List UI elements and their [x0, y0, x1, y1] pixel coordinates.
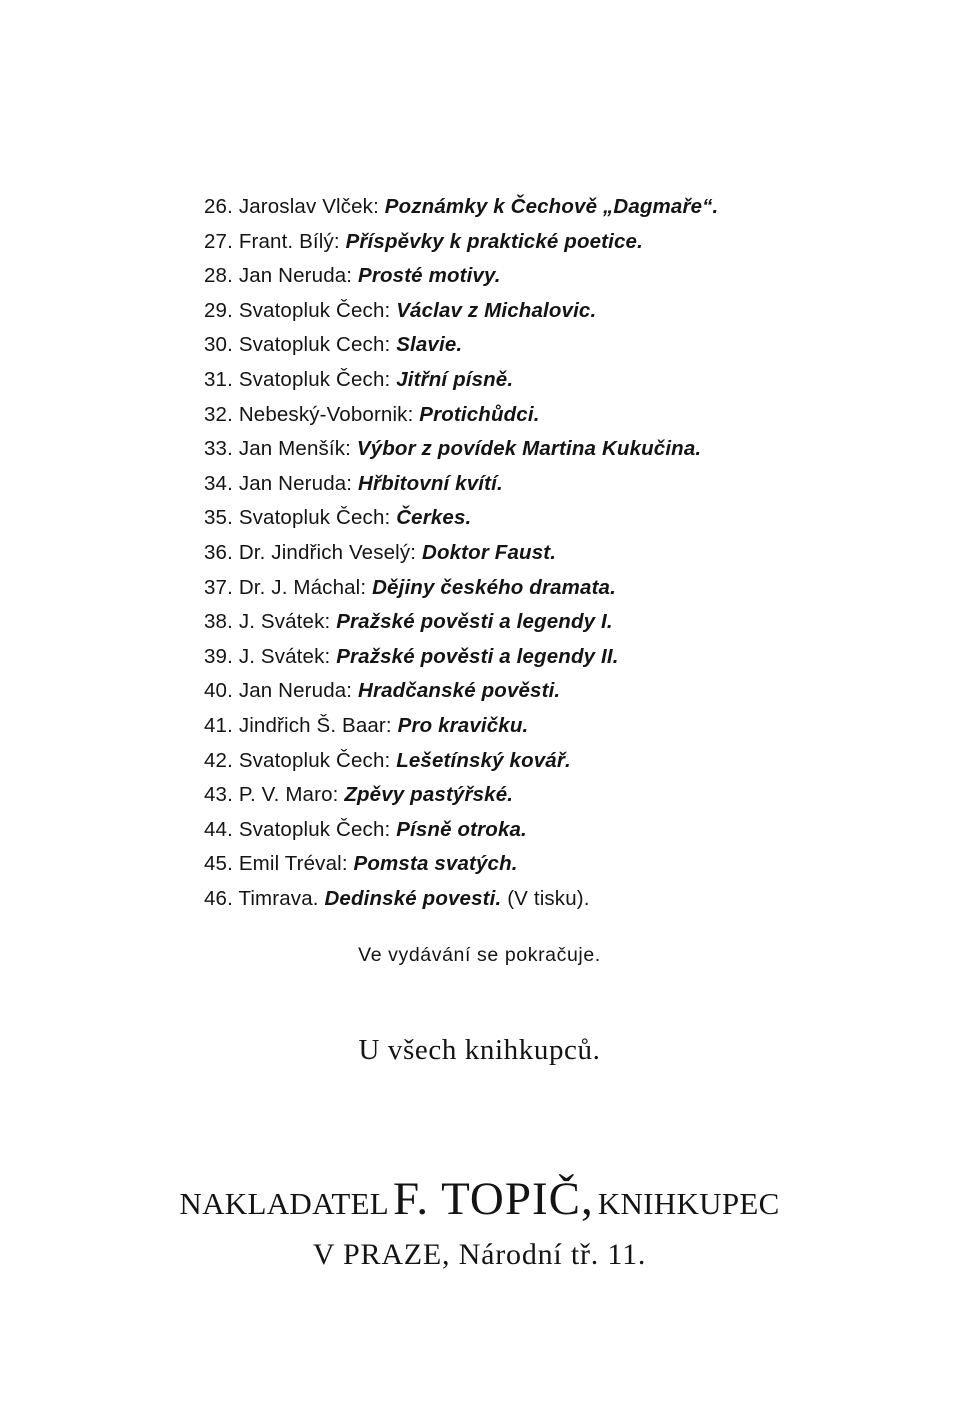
- book-number: 41.: [204, 713, 233, 737]
- book-list-item: [204, 744, 718, 779]
- book-author: Svatopluk Čech:: [238, 817, 391, 841]
- book-number: 34.: [204, 471, 233, 495]
- book-author: Jan Menšík:: [238, 437, 351, 461]
- book-title: Čerkes.: [396, 506, 472, 530]
- book-author: P. V. Maro:: [238, 783, 339, 807]
- book-author: Svatopluk Cech:: [238, 333, 391, 357]
- book-title: Pražské pověsti a legendy II.: [336, 644, 619, 668]
- book-number: 36.: [204, 540, 233, 564]
- book-title: Pražské pověsti a legendy I.: [336, 610, 613, 634]
- book-author: Svatopluk Čech:: [238, 298, 391, 322]
- book-title: Výbor z povídek Martina Kukučina.: [356, 437, 702, 461]
- book-title: Poznámky k Čechově „Dagmaře“.: [384, 195, 719, 218]
- book-number: 28.: [204, 264, 233, 288]
- book-author: Dr. Jindřich Veselý:: [238, 540, 417, 564]
- book-number: 29.: [204, 298, 233, 322]
- book-list-item: [204, 501, 718, 536]
- publisher-suffix: KNIHKUPEC: [597, 1186, 780, 1221]
- book-list-item: [204, 847, 718, 882]
- book-title: Hradčanské pověsti.: [358, 679, 561, 703]
- book-title: Pro kravičku.: [397, 713, 529, 737]
- book-title: Pomsta svatých.: [353, 852, 518, 876]
- book-list-item: [204, 259, 718, 294]
- book-list-item: [204, 190, 718, 225]
- book-list-item: [204, 778, 718, 813]
- book-list-item: [204, 432, 718, 467]
- book-list-item: [204, 294, 718, 329]
- continuation-note: Ve vydávání se pokračuje.: [358, 944, 601, 966]
- book-author: Jan Neruda:: [238, 679, 353, 703]
- availability-note: U všech knihkupců.: [358, 1034, 601, 1066]
- book-note: (V tisku).: [507, 886, 590, 910]
- book-list-item: [204, 674, 718, 709]
- book-list-item: [204, 882, 718, 917]
- book-author: Dr. J. Máchal:: [238, 575, 367, 599]
- book-number: 33.: [204, 437, 233, 461]
- book-title: Dějiny českého dramata.: [372, 575, 616, 599]
- book-list-item: [204, 605, 718, 640]
- book-title: Písně otroka.: [396, 817, 527, 841]
- publisher-prefix: NAKLADATEL: [179, 1186, 390, 1221]
- book-number: 44.: [204, 817, 233, 841]
- book-list-item: [204, 328, 718, 363]
- book-number: 46.: [204, 886, 233, 910]
- book-list-item: [204, 363, 718, 398]
- book-list-item: [204, 640, 718, 675]
- book-author: J. Svátek:: [238, 610, 331, 634]
- publisher-line: [0, 1172, 959, 1226]
- book-number: 45.: [204, 852, 233, 876]
- publisher-name: F. TOPIČ,: [393, 1173, 594, 1225]
- publisher-address: V PRAZE, Národní tř. 11.: [312, 1238, 647, 1271]
- book-title: Slavie.: [396, 333, 463, 357]
- book-title: Prosté motivy.: [358, 264, 501, 288]
- book-number: 32.: [204, 402, 233, 426]
- book-title: Jitřní písně.: [396, 367, 514, 391]
- book-title: Václav z Michalovic.: [396, 298, 597, 322]
- book-number: 37.: [204, 575, 233, 599]
- book-author: Svatopluk Čech:: [238, 748, 391, 772]
- book-number: 39.: [204, 644, 233, 668]
- book-list-item: [204, 709, 718, 744]
- book-author: Jan Neruda:: [238, 264, 353, 288]
- book-number: 35.: [204, 506, 233, 530]
- book-list-item: [204, 225, 718, 260]
- book-author: Jaroslav Vlček:: [238, 195, 379, 218]
- book-title: Doktor Faust.: [422, 540, 557, 564]
- book-number: 30.: [204, 333, 233, 357]
- book-number: 43.: [204, 783, 233, 807]
- book-author: Jan Neruda:: [238, 471, 353, 495]
- book-list-item: [204, 536, 718, 571]
- book-title: Lešetínský kovář.: [396, 748, 571, 772]
- book-number: 26.: [204, 195, 233, 218]
- book-author: Emil Tréval:: [238, 852, 348, 876]
- book-title: Příspěvky k praktické poetice.: [345, 229, 643, 253]
- book-author: Frant. Bílý:: [238, 229, 340, 253]
- book-number: 40.: [204, 679, 233, 703]
- book-author: Svatopluk Čech:: [238, 506, 391, 530]
- book-title: Protichůdci.: [419, 402, 540, 426]
- book-number: 42.: [204, 748, 233, 772]
- book-title: Hřbitovní kvítí.: [358, 471, 503, 495]
- book-author: Timrava.: [238, 886, 319, 910]
- book-number: 27.: [204, 229, 233, 253]
- book-author: Jindřich Š. Baar:: [238, 713, 392, 737]
- book-title: Dedinské povesti.: [324, 886, 502, 910]
- book-author: J. Svátek:: [238, 644, 331, 668]
- book-author: Svatopluk Čech:: [238, 367, 391, 391]
- book-author: Nebeský-Vobornik:: [238, 402, 414, 426]
- book-list-item: [204, 571, 718, 606]
- book-number: 31.: [204, 367, 233, 391]
- book-number: 38.: [204, 610, 233, 634]
- book-title: Zpěvy pastýřské.: [344, 783, 514, 807]
- book-list: [204, 190, 718, 916]
- book-list-item: [204, 813, 718, 848]
- book-list-item: [204, 398, 718, 433]
- book-list-item: [204, 467, 718, 502]
